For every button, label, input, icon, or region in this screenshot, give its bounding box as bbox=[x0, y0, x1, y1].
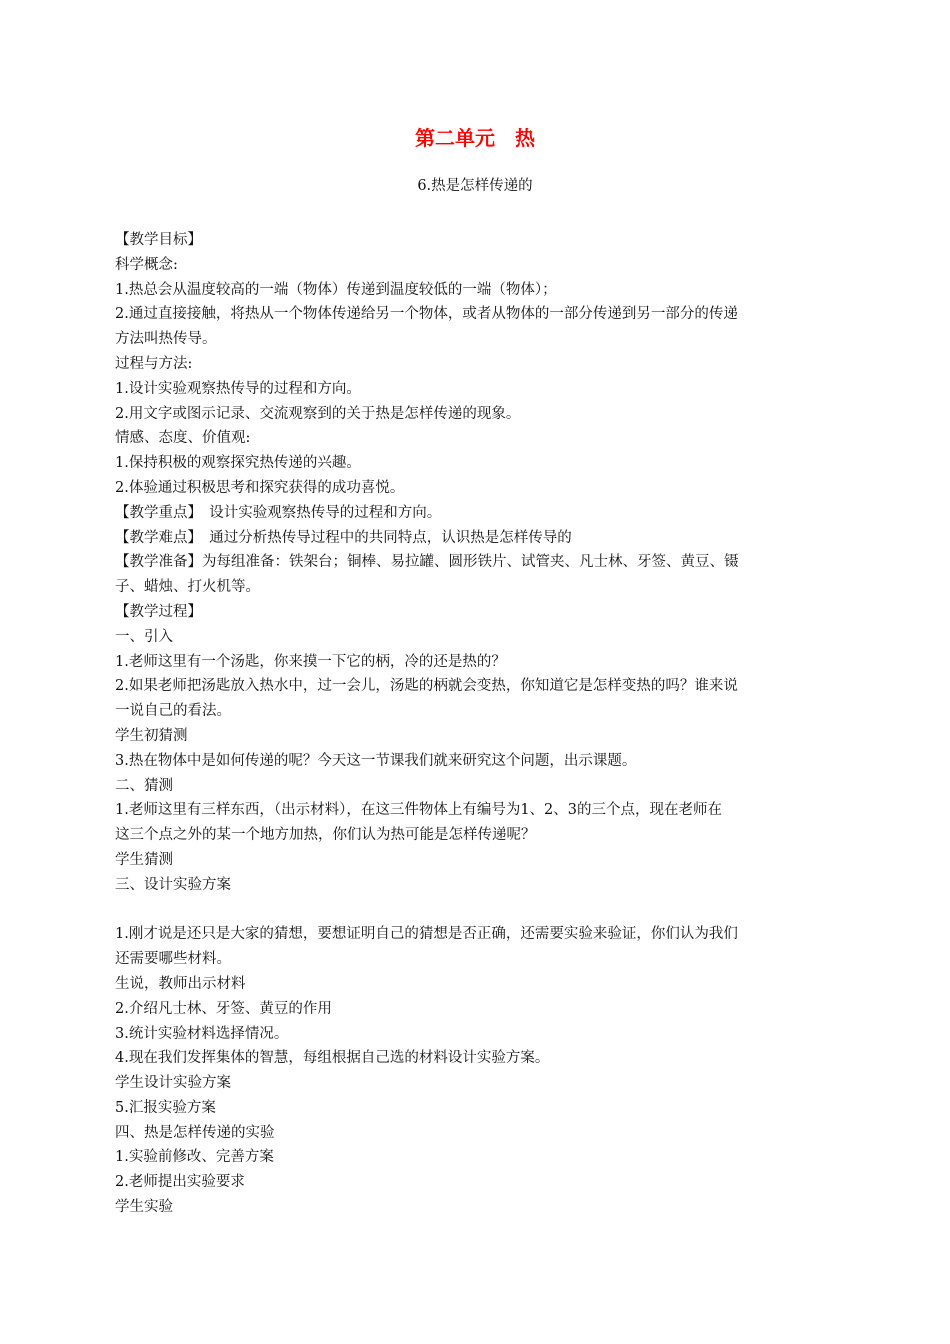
text-line: 2.介绍凡士林、牙签、黄豆的作用 bbox=[115, 1000, 332, 1017]
text-line: 情感、态度、价值观: bbox=[115, 430, 251, 447]
text-line: 5.汇报实验方案 bbox=[115, 1099, 216, 1116]
text-line: 还需要哪些材料。 bbox=[115, 951, 231, 968]
text-line: 2.如果老师把汤匙放入热水中，过一会儿，汤匙的柄就会变热，你知道它是怎样变热的吗？谁来说 bbox=[115, 678, 738, 695]
document-subtitle: 6.热是怎样传递的 bbox=[417, 178, 533, 194]
text-line: 科学概念: bbox=[115, 256, 178, 273]
text-line: 过程与方法: bbox=[115, 355, 193, 372]
text-line: 2.用文字或图示记录、交流观察到的关于热是怎样传递的现象。 bbox=[115, 405, 521, 422]
text-line: 三、设计实验方案 bbox=[115, 876, 231, 893]
text-line: 子、蜡烛、打火机等。 bbox=[115, 579, 260, 596]
blank-line bbox=[115, 898, 837, 923]
text-line: 1.保持积极的观察探究热传递的兴趣。 bbox=[115, 455, 361, 472]
text-line: 这三个点之外的某一个地方加热，你们认为热可能是怎样传递呢？ bbox=[115, 827, 536, 844]
text-line: 【教学准备】为每组准备：铁架台；铜棒、易拉罐、圆形铁片、试管夹、凡士林、牙签、黄豆、镊 bbox=[115, 554, 739, 571]
text-line: 学生实验 bbox=[115, 1199, 173, 1216]
text-line: 生说，教师出示材料 bbox=[115, 975, 246, 992]
text-line: 1.实验前修改、完善方案 bbox=[115, 1149, 274, 1166]
text-line: 一说自己的看法。 bbox=[115, 703, 231, 720]
text-line: 学生设计实验方案 bbox=[115, 1075, 231, 1092]
text-line: 1.热总会从温度较高的一端（物体）传递到温度较低的一端（物体）； bbox=[115, 281, 557, 298]
text-line: 1.设计实验观察热传导的过程和方向。 bbox=[115, 380, 361, 397]
text-line: 3.统计实验材料选择情况。 bbox=[115, 1025, 289, 1042]
text-line: 学生猜测 bbox=[115, 851, 173, 868]
text-line: 【教学过程】 bbox=[115, 603, 202, 620]
text-line: 【教学重点】 设计实验观察热传导的过程和方向。 bbox=[115, 504, 442, 521]
text-line: 方法叫热传导。 bbox=[115, 331, 217, 348]
text-line: 一、引入 bbox=[115, 628, 173, 645]
text-line: 2.老师提出实验要求 bbox=[115, 1174, 245, 1191]
text-line: 2.通过直接接触，将热从一个物体传递给另一个物体，或者从物体的一部分传递到另一部分的传递 bbox=[115, 306, 738, 323]
text-line: 【教学目标】 bbox=[115, 232, 202, 248]
text-line: 1.老师这里有一个汤匙，你来摸一下它的柄，冷的还是热的？ bbox=[115, 653, 506, 670]
text-line: 3.热在物体中是如何传递的呢？今天这一节课我们就来研究这个问题，出示课题。 bbox=[115, 752, 637, 769]
text-line: 二、猜测 bbox=[115, 777, 173, 794]
text-line: 学生初猜测 bbox=[115, 727, 188, 744]
text-line: 4.现在我们发挥集体的智慧，每组根据自己选的材料设计实验方案。 bbox=[115, 1050, 550, 1067]
text-line: 1.老师这里有三样东西，（出示材料），在这三件物体上有编号为1、2、3的三个点，现在老师在 bbox=[115, 802, 723, 819]
text-line: 2.体验通过积极思考和探究获得的成功喜悦。 bbox=[115, 479, 405, 496]
text-line: 四、热是怎样传递的实验 bbox=[115, 1124, 275, 1141]
text-line: 1.刚才说是还只是大家的猜想，要想证明自己的猜想是否正确，还需要实验来验证，你们认为我们 bbox=[115, 926, 738, 943]
text-line: 【教学难点】 通过分析热传导过程中的共同特点，认识热是怎样传导的 bbox=[115, 529, 572, 546]
document-body bbox=[115, 228, 837, 1220]
document-title: 第二单元 热 bbox=[415, 126, 535, 150]
